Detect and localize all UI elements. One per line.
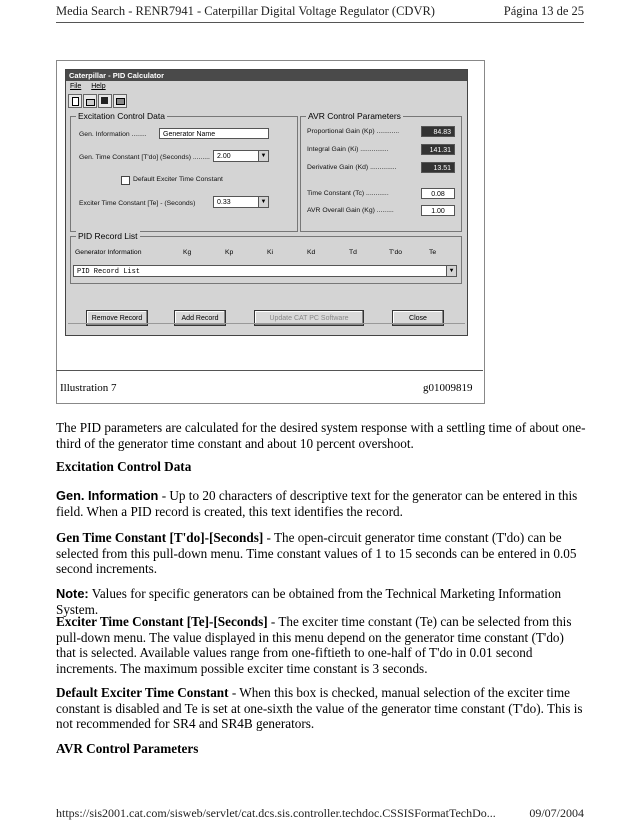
- der-gain-label: Derivative Gain (Kd) ..............: [307, 164, 397, 171]
- open-icon[interactable]: [83, 94, 97, 108]
- update-software-button[interactable]: Update CAT PC Software: [254, 310, 364, 326]
- default-exciter-label: Default Exciter Time Constant: [133, 176, 223, 183]
- gen-time-value: 2.00: [217, 153, 231, 160]
- gen-info-text: - Up to 20 characters of descriptive text for the generator can be entered in this field. When a PID record is created, this text identifies the record.: [56, 488, 578, 519]
- gen-time-term: Gen Time Constant [T'do]-[Seconds]: [56, 530, 264, 545]
- exciter-paragraph: [56, 614, 586, 676]
- note-text: Values for specific generators can be obtained from the Technical Marketing Information System.: [56, 586, 562, 617]
- pid-record-select[interactable]: [73, 265, 457, 277]
- illustration-caption: Illustration 7: [60, 382, 117, 394]
- excitation-title: Excitation Control Data: [78, 111, 165, 121]
- avr-title: AVR Control Parameters: [308, 111, 401, 121]
- toolbar: [68, 94, 127, 108]
- add-record-button[interactable]: Add Record: [174, 310, 226, 326]
- default-exciter-paragraph: [56, 685, 586, 732]
- col-tdo: T'do: [389, 249, 403, 256]
- time-const-label: Time Constant (Tc) ............: [307, 190, 389, 197]
- save-icon[interactable]: [98, 94, 112, 108]
- col-kp: Kp: [225, 249, 234, 256]
- excitation-heading: Excitation Control Data: [56, 459, 192, 474]
- default-exciter-text: - When this box is checked, manual selection of the exciter time constant is disabled and Te is set at one-sixth the value of the generator time constant (T'do). This is not recommended for SR4 and SR4B generators.: [56, 685, 583, 731]
- gen-info-input[interactable]: Generator Name: [159, 128, 269, 139]
- gen-info-label: Gen. Information ........: [79, 131, 147, 138]
- illustration-id: g01009819: [423, 382, 473, 394]
- pid-list-title: PID Record List: [78, 231, 138, 241]
- col-ki: Ki: [267, 249, 274, 256]
- exciter-term: Exciter Time Constant [Te]-[Seconds]: [56, 614, 268, 629]
- intro-paragraph: The PID parameters are calculated for the desired system response with a settling time of about one-third of the generator time constant and about 10 percent overshoot.: [56, 420, 586, 451]
- col-td: Td: [349, 249, 357, 256]
- footer-url: https://sis2001.cat.com/sisweb/servlet/cat.dcs.sis.controller.techdoc.CSSISFormatTechDo...: [56, 806, 496, 820]
- overall-gain-input[interactable]: 1.00: [421, 205, 455, 216]
- menu-help[interactable]: Help: [91, 83, 106, 90]
- gen-time-select[interactable]: [213, 150, 269, 162]
- gen-time-paragraph: [56, 530, 586, 577]
- col-kg: Kg: [183, 249, 192, 256]
- chevron-down-icon[interactable]: ▼: [258, 151, 268, 161]
- gen-time-label: Gen. Time Constant [T'do] (Seconds) .........: [79, 154, 210, 161]
- prop-gain-value: 84.83: [421, 126, 455, 137]
- prop-gain-label: Proportional Gain (Kp) ............: [307, 128, 400, 135]
- overall-gain-label: AVR Overall Gain (Kg) .........: [307, 207, 394, 214]
- window-title: Caterpillar - PID Calculator: [66, 70, 467, 81]
- note-term: Note:: [56, 586, 89, 601]
- gen-info-paragraph: [56, 488, 586, 519]
- menu-bar: [66, 82, 467, 92]
- chevron-down-icon[interactable]: ▼: [446, 266, 456, 276]
- int-gain-value: 141.31: [421, 144, 455, 155]
- print-icon[interactable]: [113, 94, 127, 108]
- menu-file[interactable]: File: [70, 83, 82, 90]
- default-exciter-checkbox[interactable]: [121, 176, 130, 185]
- exciter-time-select[interactable]: [213, 196, 269, 208]
- int-gain-label: Integral Gain (Ki) ...............: [307, 146, 389, 153]
- avr-group: [300, 111, 462, 232]
- excitation-group: [70, 111, 298, 232]
- remove-record-button[interactable]: Remove Record: [86, 310, 148, 326]
- illustration-divider: [56, 370, 483, 371]
- status-bar: [68, 323, 465, 333]
- avr-heading: AVR Control Parameters: [56, 741, 199, 756]
- page-number: Página 13 de 25: [503, 4, 584, 18]
- time-const-input[interactable]: 0.08: [421, 188, 455, 199]
- header-divider: [56, 22, 584, 23]
- pid-record-value: PID Record List: [77, 268, 141, 276]
- exciter-time-value: 0.33: [217, 199, 231, 206]
- pid-calculator-window: [65, 69, 468, 336]
- default-exciter-term: Default Exciter Time Constant: [56, 685, 229, 700]
- exciter-time-label: Exciter Time Constant [Te] - (Seconds): [79, 200, 196, 207]
- chevron-down-icon[interactable]: ▼: [258, 197, 268, 207]
- col-generator-info: Generator Information: [75, 249, 142, 256]
- note-paragraph: [56, 586, 586, 617]
- exciter-text: - The exciter time constant (Te) can be selected from this pull-down menu. The value displayed in this menu depend on the generator time constant (T'do) that is selected. Available values range from one-fiftieth to one-half of T'do in 0.01 second increments. The maximum possible exciter time constant is 3 seconds.: [56, 614, 572, 676]
- close-button[interactable]: Close: [392, 310, 444, 326]
- page-header-title: Media Search - RENR7941 - Caterpillar Digital Voltage Regulator (CDVR): [56, 4, 435, 18]
- col-kd: Kd: [307, 249, 316, 256]
- illustration-frame: [56, 60, 485, 404]
- der-gain-value: 13.51: [421, 162, 455, 173]
- pid-list-group: [70, 231, 462, 284]
- col-te: Te: [429, 249, 437, 256]
- new-icon[interactable]: [68, 94, 82, 108]
- footer-date: 09/07/2004: [529, 806, 584, 820]
- gen-time-text: - The open-circuit generator time constant (T'do) can be selected from this pull-down menu. Time constant values of 1 to 15 seconds can be entered in 0.05 second increments.: [56, 530, 577, 576]
- gen-info-term: Gen. Information: [56, 488, 159, 503]
